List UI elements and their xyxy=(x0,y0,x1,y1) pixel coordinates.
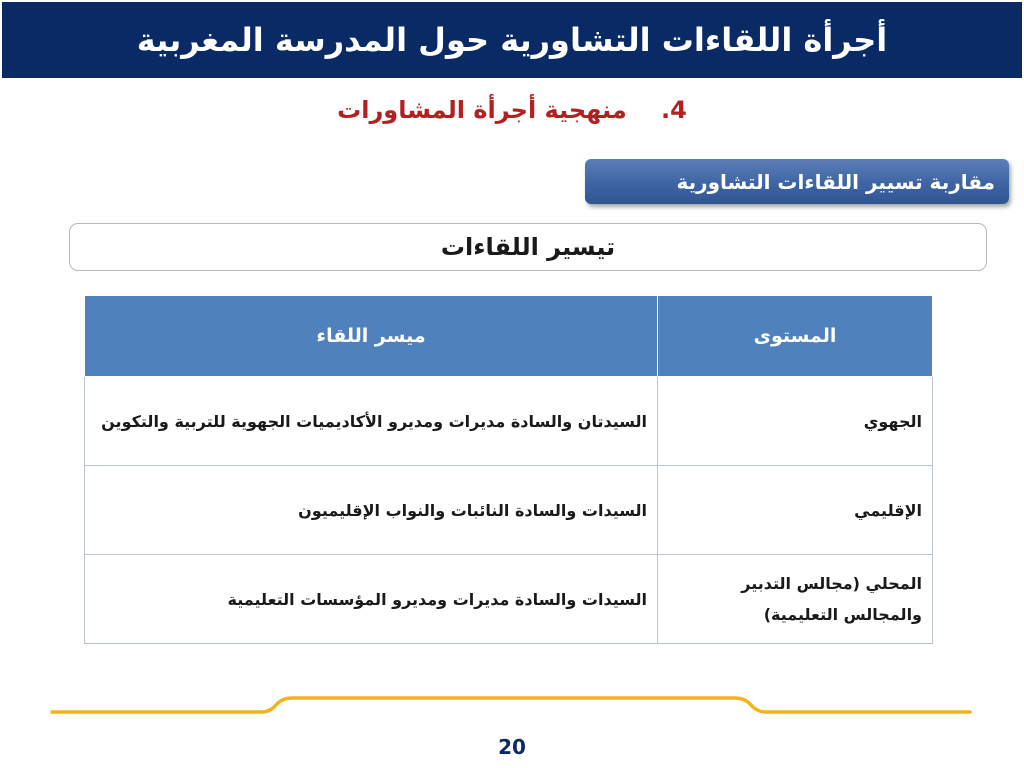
approach-pill xyxy=(585,159,1009,204)
footer-divider xyxy=(0,692,1024,722)
footer-divider-path xyxy=(52,698,970,712)
table-row xyxy=(85,555,933,644)
section-heading xyxy=(0,96,1024,124)
slide-title: أجرأة اللقاءات التشاورية حول المدرسة المغربية xyxy=(136,21,888,59)
cell-facilitator: السيدات والسادة النائبات والنواب الإقليميون xyxy=(85,466,658,555)
title-banner xyxy=(0,0,1024,78)
table-row xyxy=(85,377,933,466)
table-header-row xyxy=(85,296,933,377)
cell-facilitator: السيدات والسادة مديرات ومديرو المؤسسات التعليمية xyxy=(85,555,658,644)
page-number: 20 xyxy=(498,735,526,759)
header-level: المستوى xyxy=(658,296,933,377)
cell-level: المحلي (مجالس التدبير والمجالس التعليمية) xyxy=(658,555,933,644)
facilitation-heading-box xyxy=(69,223,987,271)
section-title: منهجية أجرأة المشاورات xyxy=(337,96,627,124)
cell-facilitator: السيدتان والسادة مديرات ومديرو الأكاديميات الجهوية للتربية والتكوين xyxy=(85,377,658,466)
section-number: 4. xyxy=(661,96,687,124)
cell-level: الإقليمي xyxy=(658,466,933,555)
facilitation-heading: تيسير اللقاءات xyxy=(440,233,616,261)
approach-pill-label: مقاربة تسيير اللقاءات التشاورية xyxy=(676,169,995,194)
table-row xyxy=(85,466,933,555)
facilitators-table xyxy=(84,295,933,644)
header-facilitator: ميسر اللقاء xyxy=(85,296,658,377)
cell-level: الجهوي xyxy=(658,377,933,466)
